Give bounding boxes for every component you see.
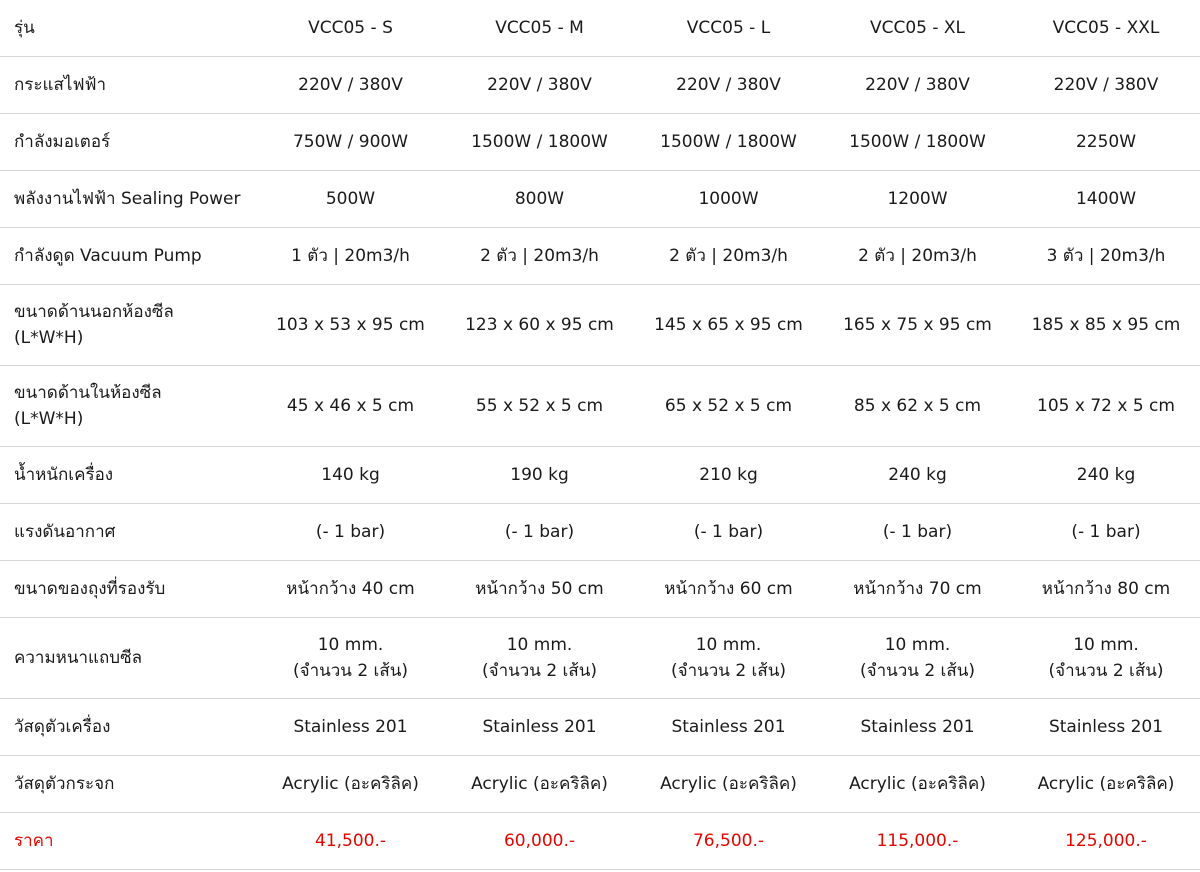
value-cell: 500W [256,171,445,228]
row-label-line1: ขนาดด้านนอกห้องซีล [14,302,174,322]
value-cell: 140 kg [256,447,445,504]
value-cell: (- 1 bar) [445,504,634,561]
value-cell: 185 x 85 x 95 cm [1012,285,1200,366]
model-xxl-cell: VCC05 - XXL [1012,0,1200,57]
row-label: ขนาดของถุงที่รองรับ [0,561,256,618]
value-cell: หน้ากว้าง 70 cm [823,561,1012,618]
value-cell: 1500W / 1800W [823,114,1012,171]
value-cell: 210 kg [634,447,823,504]
value-cell: Acrylic (อะคริลิค) [1012,756,1200,813]
value-cell: Acrylic (อะคริลิค) [445,756,634,813]
model-m-cell: VCC05 - M [445,0,634,57]
value-cell: หน้ากว้าง 50 cm [445,561,634,618]
price-cell: 115,000.- [823,813,1012,870]
value-line2: (จำนวน 2 เส้น) [482,661,597,681]
value-cell: 2250W [1012,114,1200,171]
row-vacuum-pump [0,228,1200,285]
value-cell: (- 1 bar) [634,504,823,561]
row-inner-size [0,366,1200,447]
row-label: กำลังดูด Vacuum Pump [0,228,256,285]
value-cell: หน้ากว้าง 80 cm [1012,561,1200,618]
value-cell: 65 x 52 x 5 cm [634,366,823,447]
value-line1: 10 mm. [695,635,762,655]
row-label: น้ำหนักเครื่อง [0,447,256,504]
value-cell: 2 ตัว | 20m3/h [445,228,634,285]
row-outer-size [0,285,1200,366]
value-cell: 1000W [634,171,823,228]
row-label: กระแสไฟฟ้า [0,57,256,114]
price-cell: 60,000.- [445,813,634,870]
price-cell: 125,000.- [1012,813,1200,870]
row-label-line2: (L*W*H) [14,328,84,348]
value-cell: 1500W / 1800W [445,114,634,171]
value-cell: Acrylic (อะคริลิค) [256,756,445,813]
row-bag-size [0,561,1200,618]
value-cell: 240 kg [1012,447,1200,504]
value-cell: 45 x 46 x 5 cm [256,366,445,447]
row-air-pressure [0,504,1200,561]
value-cell: Acrylic (อะคริลิค) [823,756,1012,813]
value-cell: 123 x 60 x 95 cm [445,285,634,366]
row-label: รุ่น [0,0,256,57]
value-cell: 220V / 380V [823,57,1012,114]
value-cell: Stainless 201 [823,699,1012,756]
value-cell: 800W [445,171,634,228]
value-cell: 220V / 380V [256,57,445,114]
row-model [0,0,1200,57]
price-cell: 76,500.- [634,813,823,870]
row-body-material [0,699,1200,756]
value-cell: 1500W / 1800W [634,114,823,171]
value-cell: 1 ตัว | 20m3/h [256,228,445,285]
row-motor-power [0,114,1200,171]
value-cell: 105 x 72 x 5 cm [1012,366,1200,447]
value-cell: Stainless 201 [445,699,634,756]
row-label: ความหนาแถบซีล [0,618,256,699]
value-cell: 240 kg [823,447,1012,504]
value-cell [445,618,634,699]
row-label: แรงดันอากาศ [0,504,256,561]
value-cell: 3 ตัว | 20m3/h [1012,228,1200,285]
row-label: วัสดุตัวกระจก [0,756,256,813]
value-line2: (จำนวน 2 เส้น) [671,661,786,681]
row-lid-material [0,756,1200,813]
value-cell [256,618,445,699]
value-cell [1012,618,1200,699]
value-cell: 190 kg [445,447,634,504]
value-line1: 10 mm. [317,635,384,655]
value-line1: 10 mm. [1073,635,1139,655]
value-cell: หน้ากว้าง 60 cm [634,561,823,618]
row-label: วัสดุตัวเครื่อง [0,699,256,756]
value-cell: 103 x 53 x 95 cm [256,285,445,366]
value-cell: Stainless 201 [634,699,823,756]
value-cell: 220V / 380V [445,57,634,114]
row-seal-thickness [0,618,1200,699]
row-label: พลังงานไฟฟ้า Sealing Power [0,171,256,228]
value-cell: 165 x 75 x 95 cm [823,285,1012,366]
model-s-cell: VCC05 - S [256,0,445,57]
row-sealing-power [0,171,1200,228]
row-label: กำลังมอเตอร์ [0,114,256,171]
value-cell: (- 1 bar) [256,504,445,561]
value-cell: Stainless 201 [256,699,445,756]
value-cell: 55 x 52 x 5 cm [445,366,634,447]
row-label-line1: ขนาดด้านในห้องซีล [14,383,162,403]
value-line2: (จำนวน 2 เส้น) [860,661,975,681]
model-l-cell: VCC05 - L [634,0,823,57]
value-cell: Acrylic (อะคริลิค) [634,756,823,813]
value-cell: 750W / 900W [256,114,445,171]
value-line2: (จำนวน 2 เส้น) [293,661,408,681]
row-label [0,285,256,366]
value-cell: 1200W [823,171,1012,228]
row-label-line2: (L*W*H) [14,409,84,429]
value-cell: Stainless 201 [1012,699,1200,756]
value-cell: 145 x 65 x 95 cm [634,285,823,366]
price-cell: 41,500.- [256,813,445,870]
price-label: ราคา [0,813,256,870]
value-cell [634,618,823,699]
value-cell: 2 ตัว | 20m3/h [634,228,823,285]
value-cell: (- 1 bar) [823,504,1012,561]
value-cell: (- 1 bar) [1012,504,1200,561]
value-cell: 2 ตัว | 20m3/h [823,228,1012,285]
row-voltage [0,57,1200,114]
value-cell: 85 x 62 x 5 cm [823,366,1012,447]
row-price [0,813,1200,870]
model-xl-cell: VCC05 - XL [823,0,1012,57]
value-cell: 220V / 380V [1012,57,1200,114]
value-line1: 10 mm. [506,635,573,655]
value-cell [823,618,1012,699]
value-cell: หน้ากว้าง 40 cm [256,561,445,618]
row-label [0,366,256,447]
value-line2: (จำนวน 2 เส้น) [1048,661,1164,681]
value-cell: 1400W [1012,171,1200,228]
row-weight [0,447,1200,504]
value-cell: 220V / 380V [634,57,823,114]
value-line1: 10 mm. [884,635,951,655]
